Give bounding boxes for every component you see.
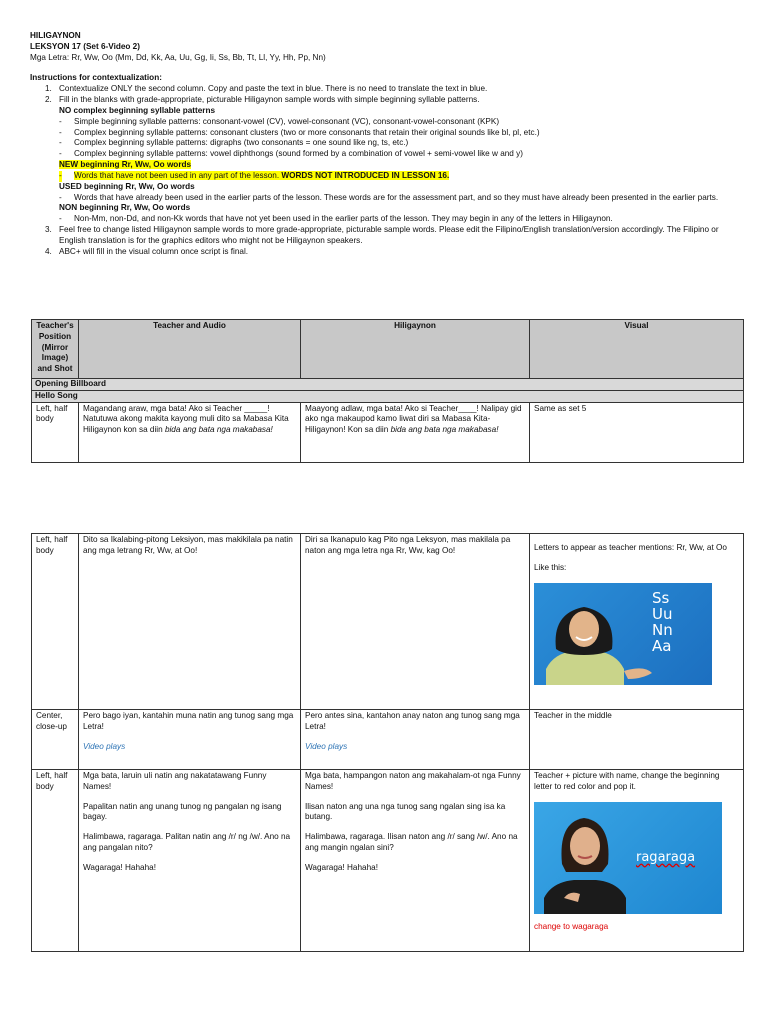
letter-aa: Aa	[652, 636, 672, 655]
table-row	[32, 710, 744, 770]
table-row	[32, 534, 744, 710]
table-row	[32, 402, 744, 462]
section-opening-billboard: Opening Billboard	[32, 379, 744, 391]
table-row	[32, 770, 744, 952]
cell-position: Left, half body	[32, 534, 79, 710]
cell-hiligaynon: Mga bata, hampangon naton ang makahalam-ot nga Funny Names! Ilisan naton ang una nga tunog sang ngalan sing isa ka butang. Halimbawa, ragaraga. Ilisan naton ang /r/ sang /w/. Ano na ang mangin ngalan sini? Wagaraga! Hahaha!	[301, 770, 530, 952]
teacher-word-image	[534, 802, 722, 914]
cell-position: Left, half body	[32, 770, 79, 952]
instruction-3: 3. Feel free to change listed Hiligaynon sample words to more grade-appropriate, picturable sample words. Please edit the Filipino/English translation/version accordingly. The Filipino or English translation is for the graphics editors who might not be Hiligaynon speakers.	[45, 225, 719, 245]
cell-visual: Teacher in the middle	[530, 710, 744, 770]
cell-visual: Letters to appear as teacher mentions: Rr, Ww, at Oo Like this: Ss Uu Nn Aa	[530, 534, 744, 710]
bullet: - Non-Mm, non-Dd, and non-Kk words that have not yet been used in the earlier parts of the lesson. They may begin in any of the letters in Hiligaynon.	[59, 214, 613, 224]
used-words-heading: USED beginning Rr, Ww, Oo words	[59, 181, 195, 191]
header-visual: Visual	[530, 320, 744, 379]
cell-hiligaynon: Diri sa Ikanapulo kag Pito nga Leksyon, mas makilala pa naton ang mga letra nga Rr, Ww, kag Oo!	[301, 534, 530, 710]
cell-teacher: Pero bago iyan, kantahin muna natin ang tunog sang mga Letra! Video plays	[79, 710, 301, 770]
lesson-title: LEKSYON 17 (Set 6-Video 2)	[30, 41, 140, 51]
bullet: - Complex beginning syllable patterns: consonant clusters (two or more consonants that retain their original sounds like bl, pl, etc.)	[59, 127, 540, 137]
cell-hiligaynon: Pero antes sina, kantahon anay naton ang tunog sang mga Letra! Video plays	[301, 710, 530, 770]
cell-position: Center, close-up	[32, 710, 79, 770]
bullet: - Words that have already been used in the earlier parts of the lesson. These words are for the assessment part, and so they must have already been presented in the earlier parts.	[59, 192, 719, 202]
header-teacher-audio: Teacher and Audio	[79, 320, 301, 379]
cell-teacher: Magandang araw, mga bata! Ako si Teacher _____! Natutuwa akong makita kayong muli dito sa Mabasa Kita Hiligaynon kon sa diin bida ang bata nga makabasa!	[79, 402, 301, 462]
instruction-1: 1. Contextualize ONLY the second column. Copy and paste the text in blue. There is no need to translate the text in blue.	[45, 84, 488, 94]
instruction-2: 2. Fill in the blanks with grade-appropriate, picturable Hiligaynon sample words with simple beginning syllable patterns.	[45, 95, 480, 105]
non-words-heading: NON beginning Rr, Ww, Oo words	[59, 203, 191, 213]
script-table-1	[31, 319, 744, 463]
section-hello-song: Hello Song	[32, 390, 744, 402]
doc-title: HILIGAYNON	[30, 31, 81, 40]
change-note: change to wagaraga	[534, 921, 609, 931]
header-hiligaynon: Hiligaynon	[301, 320, 530, 379]
bullet: - Simple beginning syllable patterns: consonant-vowel (CV), vowel-consonant (VC), consonant-vowel-consonant (KPK)	[59, 116, 500, 126]
document-header	[30, 31, 740, 258]
bullet: - Complex beginning syllable patterns: digraphs (two consonants = one sound like ng, ts, etc.)	[59, 138, 409, 148]
word-ragaraga: ragaraga	[636, 849, 696, 865]
video-plays-note: Video plays	[83, 741, 126, 751]
header-position: Teacher's Position (Mirror Image) and Shot	[32, 320, 79, 379]
cell-teacher: Mga bata, laruin uli natin ang nakatatawang Funny Names! Papalitan natin ang unang tunog ng pangalan ng isang bagay. Halimbawa, ragaraga. Palitan natin ang /r/ ng /w/. Ano na ang pangalan nito? Wagaraga! Hahaha!	[79, 770, 301, 952]
video-plays-note: Video plays	[305, 741, 348, 751]
letters-line: Mga Letra: Rr, Ww, Oo (Mm, Dd, Kk, Aa, Uu, Gg, Ii, Ss, Bb, Tt, Ll, Yy, Hh, Pp, Nn)	[30, 52, 326, 62]
cell-teacher: Dito sa Ikalabing-pitong Leksiyon, mas makikilala pa natin ang mga letrang Rr, Ww, at Oo!	[79, 534, 301, 710]
instructions-title: Instructions for contextualization:	[30, 73, 162, 83]
teacher-letters-image	[534, 583, 712, 685]
script-table-2	[31, 533, 744, 952]
letter-ss: Ss	[652, 588, 670, 607]
bullet: - Words that have not been used in any part of the lesson. WORDS NOT INTRODUCED IN LESSON 16.	[59, 170, 450, 180]
new-words-heading: NEW beginning Rr, Ww, Oo words	[59, 160, 192, 170]
cell-position: Left, half body	[32, 402, 79, 462]
no-complex-heading: NO complex beginning syllable patterns	[59, 105, 216, 115]
cell-hiligaynon: Maayong adlaw, mga bata! Ako si Teacher____! Nalipay gid ako nga makaupod kamo liwat diri sa Mabasa Kita-Hiligaynon! Kon sa diin bida ang bata nga makabasa!	[301, 402, 530, 462]
letter-uu: Uu	[652, 604, 673, 623]
cell-visual: Teacher + picture with name, change the beginning letter to red color and pop it. ragaraga change to wagaraga	[530, 770, 744, 952]
cell-visual: Same as set 5	[530, 402, 744, 462]
teacher-figure	[534, 583, 712, 685]
letter-nn: Nn	[652, 620, 673, 639]
bullet: - Complex beginning syllable patterns: vowel diphthongs (sound formed by a combination of vowel + semi-vowel like w and y)	[59, 149, 523, 159]
instruction-4: 4. ABC+ will fill in the visual column once script is final.	[45, 246, 249, 256]
